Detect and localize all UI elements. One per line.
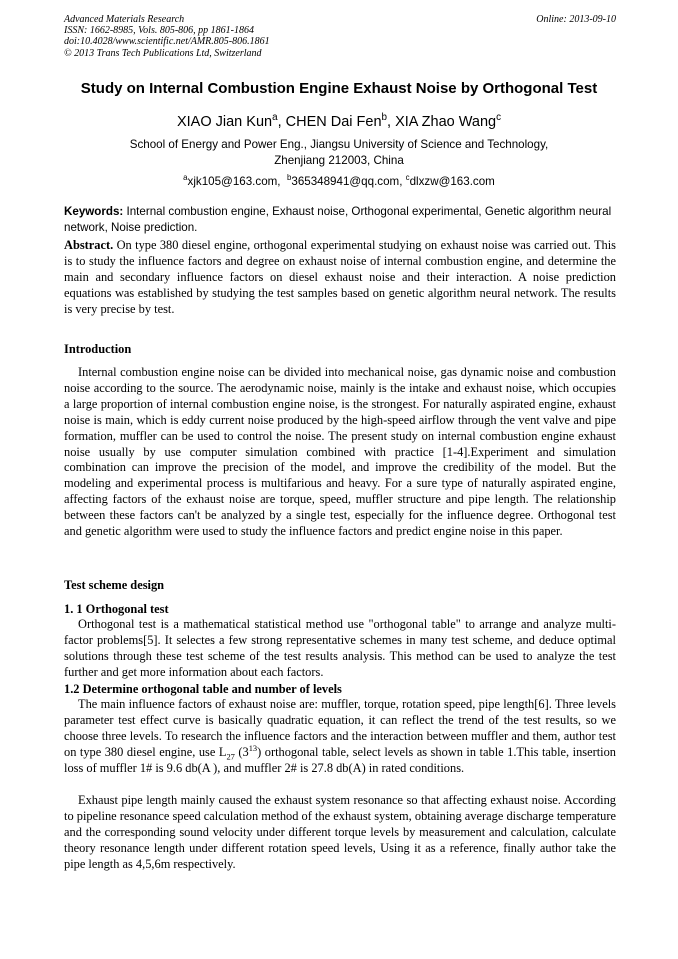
affiliation	[80, 137, 598, 169]
section-heading-test-scheme: Test scheme design	[64, 578, 165, 592]
author-superscript: b	[381, 112, 387, 124]
abstract-label: Abstract.	[64, 238, 114, 252]
keywords-label: Keywords:	[64, 205, 124, 218]
abstract	[64, 238, 616, 318]
email-address: xjk105@163.com,	[187, 175, 281, 188]
table-subscript: 27	[226, 751, 235, 762]
author-name: XIAO Jian Kun	[176, 114, 273, 130]
email-superscript: b	[286, 173, 292, 183]
orthogonal-test-paragraph: Orthogonal test is a mathematical statistical method use "orthogonal table" to arrange and analyze multi-factor problems[5]. It selectes a few strong representative schemes in many test scheme, and deduce optimal solutions through these test scheme of the test results analysis. This method can be used to analyze the test further and get more information about each factors.	[64, 617, 616, 679]
author-emails	[40, 174, 638, 190]
email-superscript: c	[405, 173, 410, 183]
author-name: XIA Zhao Wang	[395, 114, 497, 130]
affiliation-line: School of Energy and Power Eng., Jiangsu University of Science and Technology,	[129, 138, 549, 151]
issn-line: ISSN: 1662-8985, Vols. 805-806, pp 1861-1864	[64, 25, 254, 37]
subsection-heading-orthogonal-test: 1. 1 Orthogonal test	[64, 602, 169, 616]
author-superscript: a	[272, 112, 278, 124]
journal-name: Advanced Materials Research	[64, 14, 185, 25]
email-superscript: a	[183, 173, 188, 183]
author-separator: ,	[277, 114, 286, 130]
paragraph-text: ) orthogonal table, select levels as shown in table 1.This table, insertion loss of muffler 1# is 9.6 db(A ), and muffler 2# is 27.8 db(A) in rated conditions.	[64, 744, 617, 775]
table-superscript: 13	[248, 742, 258, 753]
author-separator: ,	[387, 114, 396, 130]
introduction-paragraph: Internal combustion engine noise can be divided into mechanical noise, gas dynamic noise and combustion noise according to the source. The aerodynamic noise, mainly is the intake and exhaust noise, which occupies a large proportion of internal combustion engine noise, is the strongest. For naturally aspirated engine, exhaust noise is main, which is eddy current noise produced by the high-speed airflow through the vent valve and pipe formation, muffler can be used to control the noise. The present study on internal combustion engine exhaust noise usually by use computer simulation combined with practice [1-4].Experiment and simulation combination can improve the precision of the model, and improve the credibility of the model. But the modeling and experimental process is multifarious and heavy. For a sure type of naturally aspirated engine, affecting factors of the exhaust noise are torque, speed, muffler structure and pipe length. The relationship between these factors can't be analyzed by a single test, especially for the influence degree. Orthogonal test and genetic algorithm were used to study the influence factors and predict engine noise in this paper.	[64, 365, 616, 539]
online-date: Online: 2013-09-10	[536, 14, 616, 25]
publication-header	[64, 14, 616, 59]
paragraph-text: (3	[234, 744, 249, 759]
author-superscript: c	[496, 112, 502, 124]
email-address: dlxzw@163.com	[409, 175, 495, 188]
affiliation-line: Zhenjiang 212003, China	[274, 154, 404, 167]
keywords-text: Internal combustion engine, Exhaust noise, Orthogonal experimental, Genetic algorithm neural network, Noise prediction.	[64, 205, 612, 234]
keywords	[64, 204, 616, 235]
doi-line: doi:10.4028/www.scientific.net/AMR.805-806.1861	[64, 36, 270, 48]
orthogonal-table-paragraph	[64, 697, 616, 777]
copyright-line: © 2013 Trans Tech Publications Ltd, Switzerland	[64, 47, 262, 59]
paper-title: Study on Internal Combustion Engine Exhaust Noise by Orthogonal Test	[80, 80, 598, 97]
subsection-heading-orthogonal-table: 1.2 Determine orthogonal table and number of levels	[64, 682, 342, 696]
paragraph-text: The main influence factors of exhaust noise are: muffler, torque, rotation speed, pipe length[6]. Three levels parameter test effect curve is basically quadratic equation, it can reflect the trend of the test results, so we choose three levels. To research the influence factors and the interaction between muffler and them, author test on type 380 diesel engine, use L	[64, 697, 616, 759]
author-name: CHEN Dai Fen	[285, 114, 382, 130]
abstract-text: On type 380 diesel engine, orthogonal experimental studying on exhaust noise was carried out. This is to study the influence factors and degree on exhaust noise of internal combustion engine, and determine the main and secondary influence factors on diesel exhaust noise and their interaction. A noise prediction equations was established by studying the test samples based on genetic algorithm neural network. The results is very precise by test.	[64, 238, 616, 316]
author-list	[40, 113, 638, 131]
section-heading-introduction: Introduction	[64, 342, 132, 356]
email-address: 365348941@qq.com,	[291, 175, 403, 188]
pipe-length-paragraph: Exhaust pipe length mainly caused the exhaust system resonance so that affecting exhaust noise. According to pipeline resonance speed calculation method of the exhaust system, obtaining average discharge temperature and the corresponding sound velocity under different torque levels by measurement and calculation, calculate theory resonance length under different rotation speed levels, Using it as a reference, finally author take the pipe length as 4,5,6m respectively.	[64, 793, 616, 871]
